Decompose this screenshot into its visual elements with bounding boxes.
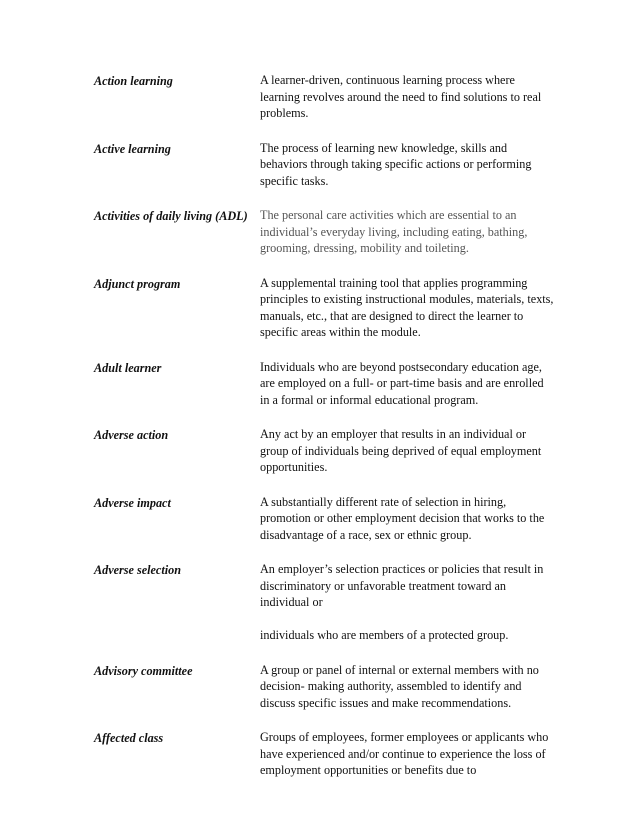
glossary-entry-advisory-committee bbox=[94, 662, 554, 712]
glossary-term: Activities of daily living (ADL) bbox=[94, 209, 248, 223]
glossary-definition bbox=[260, 561, 554, 644]
definition-paragraph: The personal care activities which are essential to an individual’s everyday living, including eating, bathing, grooming, dressing, mobility and toileting. bbox=[260, 208, 528, 255]
definition-paragraph: A substantially different rate of selection in hiring, promotion or other employment decision that works to the disadvantage of a race, sex or ethnic group. bbox=[260, 494, 545, 542]
glossary-term: Active learning bbox=[94, 141, 171, 156]
glossary-term: Adverse impact bbox=[94, 495, 171, 510]
glossary-entry-adverse-impact bbox=[94, 494, 554, 544]
definition-paragraph: The process of learning new knowledge, skills and behaviors through taking specific actions or performing specific tasks. bbox=[260, 140, 532, 188]
glossary-term: Adverse selection bbox=[94, 563, 181, 577]
definition-paragraph: Individuals who are beyond postsecondary education age, are employed on a full- or part-time basis and are enrolled in a formal or informal educational program. bbox=[260, 359, 544, 407]
glossary-entry-active-learning bbox=[94, 140, 554, 190]
glossary-entry-affected-class bbox=[94, 729, 554, 779]
glossary-entry-adult-learner bbox=[94, 359, 554, 409]
definition-paragraph: A supplemental training tool that applies programming principles to existing instructional modules, materials, texts, manuals, etc., that are designed to direct the learner to specific areas within the module. bbox=[260, 275, 554, 339]
glossary-definition bbox=[260, 140, 554, 190]
glossary-definition bbox=[260, 72, 554, 122]
glossary-entry-adverse-action bbox=[94, 426, 554, 476]
glossary-term: Action learning bbox=[94, 74, 173, 88]
glossary-term: Adult learner bbox=[94, 360, 162, 375]
glossary-term: Adverse action bbox=[94, 428, 169, 442]
glossary-definition bbox=[260, 207, 554, 257]
glossary-definition bbox=[260, 359, 554, 409]
glossary-definition bbox=[260, 275, 554, 341]
definition-paragraph: Any act by an employer that results in an individual or group of individuals being deprived of equal employment opportunities. bbox=[260, 427, 542, 474]
glossary-term: Affected class bbox=[94, 731, 164, 745]
glossary-entry-adverse-selection bbox=[94, 561, 554, 644]
glossary-entry-action-learning bbox=[94, 72, 554, 122]
glossary-entry-activities-of-daily-living bbox=[94, 207, 554, 257]
definition-paragraph: individuals who are members of a protected group. bbox=[260, 628, 509, 642]
definition-paragraph: An employer’s selection practices or policies that result in discriminatory or unfavorable treatment toward an individual or bbox=[260, 562, 544, 609]
glossary-list bbox=[94, 72, 554, 779]
glossary-entry-adjunct-program bbox=[94, 275, 554, 341]
glossary-definition bbox=[260, 662, 554, 712]
definition-paragraph: Groups of employees, former employees or applicants who have experienced and/or continue to experience the loss of employment opportunities or benefits due to bbox=[260, 730, 549, 777]
glossary-term: Advisory committee bbox=[94, 663, 193, 678]
glossary-term: Adjunct program bbox=[94, 276, 181, 291]
glossary-definition bbox=[260, 494, 554, 544]
definition-paragraph: A learner-driven, continuous learning process where learning revolves around the need to find solutions to real problems. bbox=[260, 73, 542, 120]
definition-paragraph: A group or panel of internal or external members with no decision- making authority, assembled to identify and discuss specific issues and make recommendations. bbox=[260, 662, 539, 710]
glossary-definition bbox=[260, 426, 554, 476]
glossary-definition bbox=[260, 729, 554, 779]
